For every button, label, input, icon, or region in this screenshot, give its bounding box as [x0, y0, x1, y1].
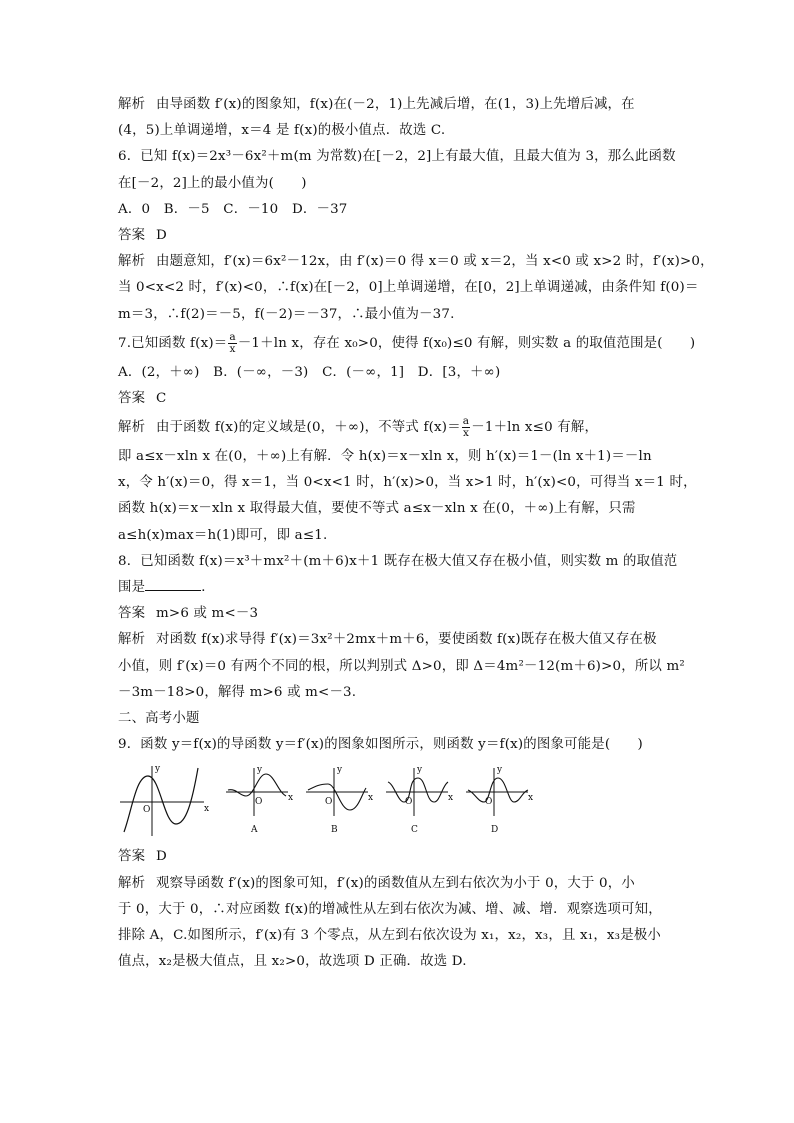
svg-text:O: O — [405, 797, 413, 808]
page-content — [118, 92, 714, 975]
solution-q6-line2: 当 0<x<2 时，f′(x)<0，∴f(x)在[－2，0]上单调递增，在[0，2]上单调递减，由条件知 f(0)＝ — [118, 280, 699, 296]
answer-q7: 答案 C — [118, 390, 167, 406]
solution-q7-line2: 即 a≤x－xln x 在(0，＋∞)上有解．令 h(x)＝x－xln x，则 h′(x)＝1－(ln x＋1)＝－ln — [118, 449, 652, 465]
svg-text:y: y — [337, 765, 343, 776]
answer-blank — [145, 576, 201, 591]
question-7-line1: 7.已知函数 f(x)＝ $\frac{a}{x}$ －1＋ln x，存在 x₀>0，使得 f(x₀)≤0 有解，则实数 a 的取值范围是( ) — [118, 330, 696, 355]
svg-text:O: O — [143, 805, 151, 816]
option-b-graph — [304, 762, 374, 838]
option-d-graph — [464, 762, 534, 838]
section-heading: 二、高考小题 — [118, 710, 200, 726]
svg-text:A: A — [251, 825, 258, 836]
question-6-line2: 在[－2，2]上的最小值为( ) — [118, 175, 307, 191]
question-6-line1: 6．已知 f(x)＝2x³－6x²＋m(m 为常数)在[－2，2]上有最大值，且最大值为 3，那么此函数 — [118, 149, 676, 165]
derivative-graph — [118, 762, 210, 838]
solution-q7-line5: a≤h(x)max＝h(1)即可，即 a≤1. — [118, 527, 328, 543]
svg-text:x: x — [528, 793, 534, 804]
svg-text:x: x — [448, 793, 454, 804]
svg-text:O: O — [255, 797, 263, 808]
option-c-graph — [384, 762, 454, 838]
solution-q6-line3: m＝3，∴f(2)＝－5，f(－2)＝－37，∴最小值为－37. — [118, 306, 455, 322]
solution-q5-line2: (4，5)上单调递增，x＝4 是 f(x)的极小值点．故选 C. — [118, 123, 446, 139]
svg-text:O: O — [485, 797, 493, 808]
answer-q8: 答案 m>6 或 m<－3 — [118, 606, 259, 622]
solution-q5-line1: 解析 由导函数 f′(x)的图象知，f(x)在(－2，1)上先减后增，在(1，3)上先增后减，在 — [118, 97, 635, 112]
svg-text:y: y — [155, 764, 161, 775]
svg-text:O: O — [325, 797, 333, 808]
question-8-line1: 8．已知函数 f(x)＝x³＋mx²＋(m＋6)x＋1 既存在极大值又存在极小值，则实数 m 的取值范 — [118, 553, 678, 569]
option-a-graph — [224, 762, 294, 838]
svg-text:B: B — [331, 825, 338, 836]
solution-q7-line1: 解析 由于函数 f(x)的定义域是(0，＋∞)，不等式 f(x)＝ $\frac{a}{x}$ －1＋ln x≤0 有解， — [118, 415, 599, 440]
solution-q7-line4: 函数 h(x)＝x－xln x 取得最大值，要使不等式 a≤x－xln x 在(0，＋∞)上有解，只需 — [118, 501, 636, 517]
solution-q9-line4: 值点，x₂是极大值点，且 x₂>0，故选项 D 正确．故选 D. — [118, 954, 467, 970]
fraction-a-over-x: $\frac{a}{x}$ — [229, 330, 236, 355]
question-6-options: A．0 B．－5 C．－10 D．－37 — [118, 201, 348, 217]
svg-text:x: x — [288, 793, 294, 804]
question-7-options: A．(2，＋∞) B．(－∞，－3) C．(－∞，1] D．[3，＋∞) — [118, 364, 501, 380]
solution-q9-line3: 排除 A，C.如图所示，f′(x)有 3 个零点，从左到右依次设为 x₁，x₂，x₃，且 x₁，x₃是极小 — [118, 927, 662, 943]
answer-q6: 答案 D — [118, 227, 167, 243]
solution-q8-line3: －3m－18>0，解得 m>6 或 m<－3. — [118, 684, 357, 700]
question-8-line2: 围是 ． — [118, 575, 678, 601]
svg-text:x: x — [204, 804, 210, 815]
answer-q9: 答案 D — [118, 849, 167, 865]
svg-text:y: y — [497, 765, 503, 776]
fraction-a-over-x-2: $\frac{a}{x}$ — [462, 415, 470, 440]
solution-q8-line1: 解析 对函数 f(x)求导得 f′(x)＝3x²＋2mx＋m＋6，要使函数 f(x)既存在极大值又存在极 — [118, 632, 657, 648]
question-9-figures — [118, 762, 678, 838]
svg-text:y: y — [417, 765, 423, 776]
svg-text:C: C — [411, 825, 418, 836]
svg-text:x: x — [368, 793, 374, 804]
svg-text:y: y — [257, 765, 263, 776]
solution-q9-line1: 解析 观察导函数 f′(x)的图象可知，f′(x)的函数值从左到右依次为小于 0，大于 0，小 — [118, 875, 635, 891]
solution-q9-line2: 于 0，大于 0，∴对应函数 f(x)的增减性从左到右依次为减、增、减、增．观察选项可知， — [118, 901, 662, 917]
solution-q6-line1: 解析 由题意知，f′(x)＝6x²－12x，由 f′(x)＝0 得 x＝0 或 x＝2，当 x<0 或 x>2 时，f′(x)>0， — [118, 254, 714, 270]
solution-q8-line2: 小值，则 f′(x)＝0 有两个不同的根，所以判别式 Δ>0，即 Δ＝4m²－12(m＋6)>0，所以 m² — [118, 658, 685, 674]
solution-q7-line3: x，令 h′(x)＝0，得 x＝1，当 0<x<1 时，h′(x)>0，当 x>1 时，h′(x)<0，可得当 x＝1 时， — [118, 475, 697, 491]
svg-text:D: D — [491, 825, 499, 836]
question-9-line1: 9．函数 y＝f(x)的导函数 y＝f′(x)的图象如图所示，则函数 y＝f(x)的图象可能是( ) — [118, 737, 643, 753]
